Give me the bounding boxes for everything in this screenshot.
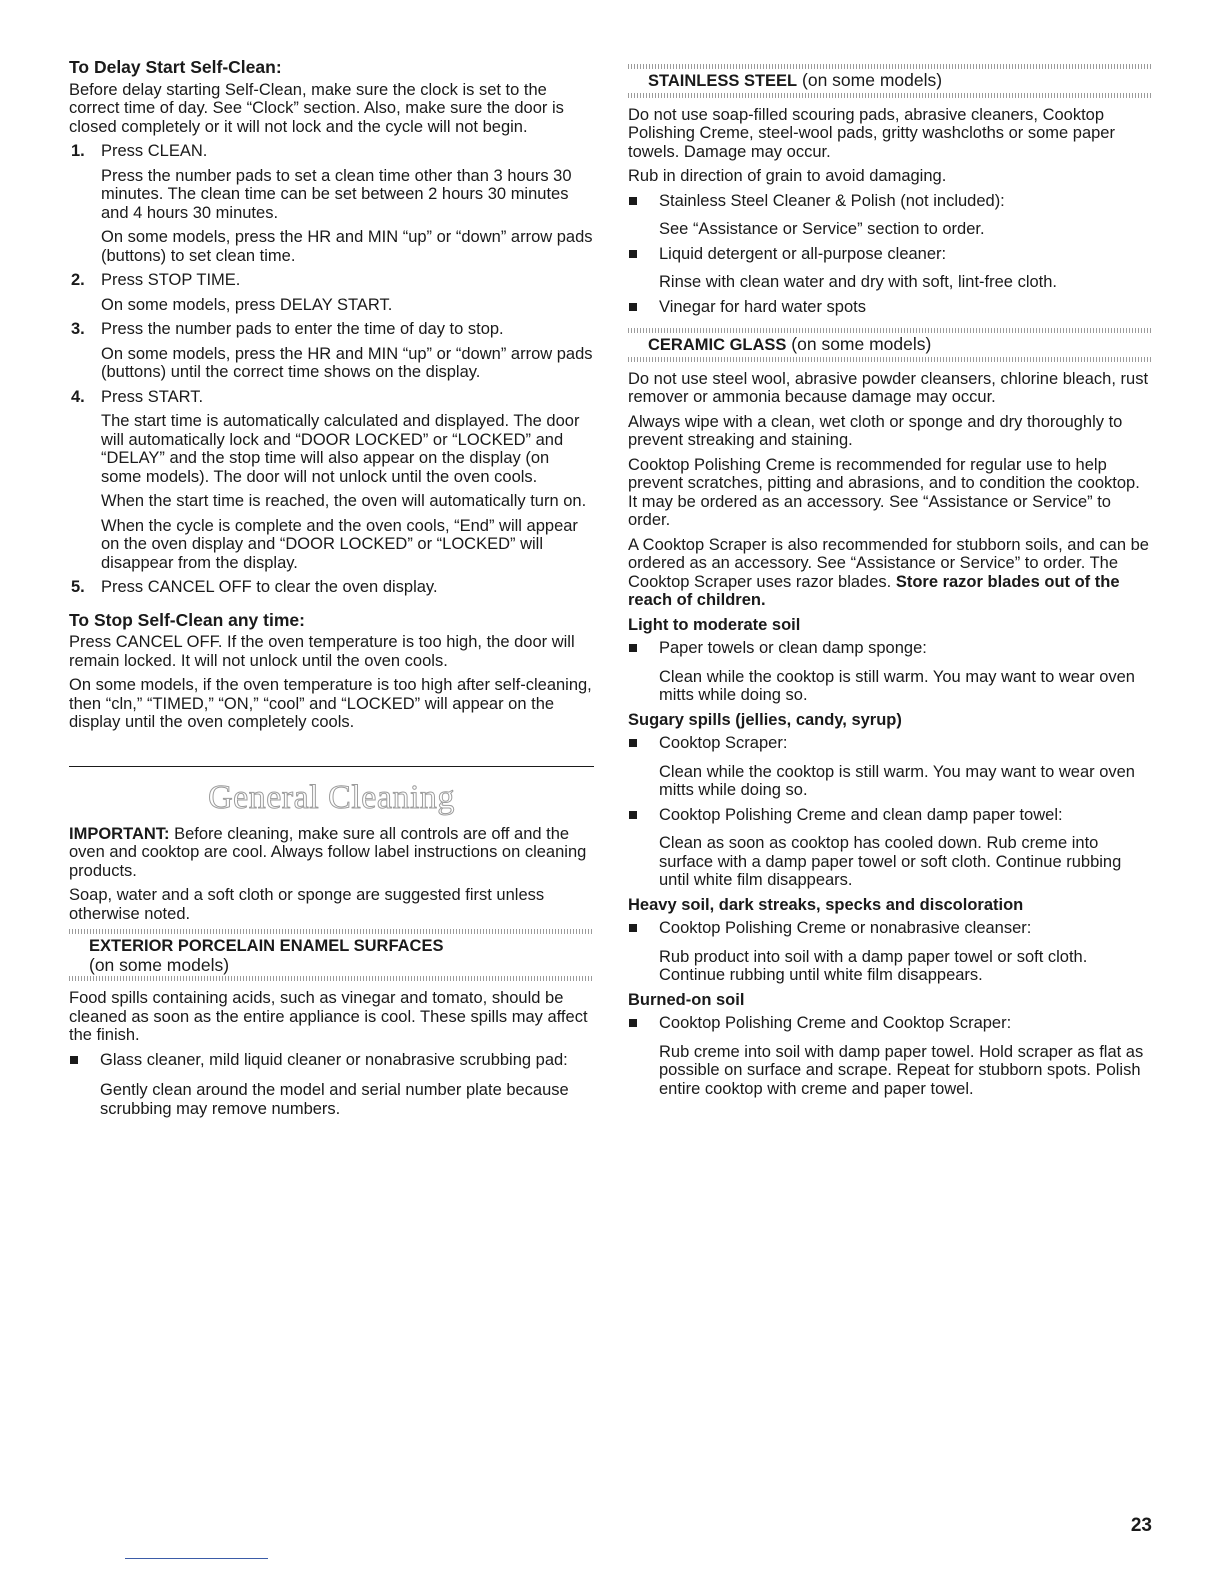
bullet-main: Cooktop Scraper: xyxy=(659,734,788,752)
bullet-detail: See “Assistance or Service” section to order. xyxy=(659,220,985,238)
bullet-item xyxy=(628,639,1153,705)
heavy-soil-bullets xyxy=(628,919,1153,985)
bullet-square-icon xyxy=(629,250,637,258)
ceramic-section-header xyxy=(628,328,1153,362)
ceramic-paragraph-1: Do not use steel wool, abrasive powder cleansers, chlorine bleach, rust remover or ammonia because damage may occur. xyxy=(628,369,1149,406)
step-item xyxy=(69,320,594,382)
ceramic-title-rest: (on some models) xyxy=(786,334,932,354)
ceramic-paragraph-4 xyxy=(628,536,1153,610)
step-main: Press CANCEL OFF to clear the oven display. xyxy=(101,578,438,596)
bullet-item xyxy=(628,919,1153,985)
delay-steps xyxy=(69,142,594,597)
bullet-detail: Clean while the cooktop is still warm. You may want to wear oven mitts while doing so. xyxy=(659,762,1135,799)
sugary-spills-bullets xyxy=(628,734,1153,890)
bullet-square-icon xyxy=(629,303,637,311)
porcelain-title-rest: (on some models) xyxy=(89,954,230,975)
heavy-soil-heading: Heavy soil, dark streaks, specks and discoloration xyxy=(628,895,1024,914)
step-main: Press STOP TIME. xyxy=(101,271,241,289)
light-soil-heading: Light to moderate soil xyxy=(628,615,801,634)
sugary-spills-heading: Sugary spills (jellies, candy, syrup) xyxy=(628,710,902,729)
bullet-square-icon xyxy=(629,197,637,205)
step-item xyxy=(69,142,594,265)
step-detail: The start time is automatically calculated and displayed. The door will automatically lock and “DOOR LOCKED” or “LOCKED” and “DELAY” and the stop time will also appear on the display (on some models). The door will not unlock until the oven cools. xyxy=(101,412,580,486)
burned-soil-bullets xyxy=(628,1014,1153,1098)
bullet-main: Liquid detergent or all-purpose cleaner: xyxy=(659,244,947,263)
porcelain-title-bold: EXTERIOR PORCELAIN ENAMEL SURFACES xyxy=(89,937,444,955)
stainless-title xyxy=(628,69,1153,93)
right-column xyxy=(628,58,1153,1104)
bullet-main: Vinegar for hard water spots xyxy=(659,297,866,316)
step-detail: On some models, press the HR and MIN “up” or “down” arrow pads (buttons) to set clean time. xyxy=(101,228,593,265)
hatch-bottom xyxy=(69,976,594,981)
stainless-title-bold: STAINLESS STEEL xyxy=(648,72,798,90)
stainless-bullets xyxy=(628,192,1153,317)
bullet-item xyxy=(69,1051,594,1119)
step-main: Press START. xyxy=(101,387,204,406)
ceramic-title-bold: CERAMIC GLASS xyxy=(648,336,787,354)
bullet-item xyxy=(628,245,1153,292)
stainless-title-rest: (on some models) xyxy=(797,70,943,90)
delay-intro: Before delay starting Self-Clean, make sure the clock is set to the correct time of day. See “Clock” section. Also, make sure the door is closed completely or it will not lock and the cycle will not begin. xyxy=(69,80,564,136)
stainless-paragraph-1: Do not use soap-filled scouring pads, abrasive cleaners, Cooktop Polishing Creme, steel-wool pads, gritty washcloths or some paper towels. Damage may occur. xyxy=(628,105,1115,161)
bullet-main: Paper towels or clean damp sponge: xyxy=(659,639,927,657)
bullet-main: Glass cleaner, mild liquid cleaner or nonabrasive scrubbing pad: xyxy=(100,1050,568,1069)
page-number: 23 xyxy=(1130,1515,1152,1536)
bullet-detail: Rub creme into soil with damp paper towel. Hold scraper as flat as possible on surface and scrape. Repeat for stubborn spots. Polish entire cooktop with creme and paper towel. xyxy=(659,1042,1144,1098)
ceramic-paragraph-3: Cooktop Polishing Creme is recommended for regular use to help prevent scratches, pitting and abrasions, and to condition the cooktop. It may be ordered as an accessory. See “Assistance or Service” to order. xyxy=(628,455,1140,529)
bullet-square-icon xyxy=(629,644,637,652)
bullet-detail: Rinse with clean water and dry with soft, lint-free cloth. xyxy=(659,273,1058,291)
step-item xyxy=(69,578,594,597)
hatch-bottom xyxy=(628,357,1153,362)
porcelain-paragraph: Food spills containing acids, such as vinegar and tomato, should be cleaned as soon as the entire appliance is cool. These spills may affect the finish. xyxy=(69,989,588,1044)
porcelain-section-header xyxy=(69,929,594,981)
ceramic-p4-text: A Cooktop Scraper is also recommended for stubborn soils, and can be ordered as an accessory. See “Assistance or Service” to order. The Cooktop Scraper uses razor blades. xyxy=(628,535,1149,591)
section-divider xyxy=(69,766,594,767)
bullet-square-icon xyxy=(629,924,637,932)
bullet-detail: Rub product into soil with a damp paper towel or soft cloth. Continue rubbing until white film disappears. xyxy=(659,947,1088,984)
bullet-main: Cooktop Polishing Creme and Cooktop Scraper: xyxy=(659,1014,1012,1032)
ceramic-paragraph-2: Always wipe with a clean, wet cloth or sponge and dry thoroughly to prevent streaking and staining. xyxy=(628,412,1123,449)
left-column xyxy=(69,58,594,1124)
important-label: IMPORTANT: xyxy=(69,824,170,843)
step-detail: On some models, press DELAY START. xyxy=(101,295,393,314)
bullet-main: Stainless Steel Cleaner & Polish (not included): xyxy=(659,191,1005,210)
step-number: 3. xyxy=(71,320,85,338)
bullet-square-icon xyxy=(70,1056,78,1064)
bullet-detail: Clean as soon as cooktop has cooled down. Rub creme into surface with a damp paper towel or soft cloth. Continue rubbing until white film disappears. xyxy=(659,834,1122,889)
stop-heading: To Stop Self-Clean any time: xyxy=(69,609,305,630)
bullet-main: Cooktop Polishing Creme or nonabrasive cleanser: xyxy=(659,919,1032,937)
step-number: 1. xyxy=(71,142,85,160)
bullet-square-icon xyxy=(629,739,637,747)
bullet-detail: Gently clean around the model and serial number plate because scrubbing may remove numbers. xyxy=(100,1081,569,1118)
bullet-item xyxy=(628,1014,1153,1098)
step-main: Press the number pads to enter the time of day to stop. xyxy=(101,320,504,338)
step-number: 5. xyxy=(71,578,85,596)
important-note xyxy=(69,825,594,881)
burned-soil-heading: Burned-on soil xyxy=(628,990,745,1009)
hatch-bottom xyxy=(628,93,1153,98)
footer-rule xyxy=(125,1558,268,1559)
bullet-item xyxy=(628,192,1153,239)
bullet-square-icon xyxy=(629,811,637,819)
general-paragraph: Soap, water and a soft cloth or sponge are suggested first unless otherwise noted. xyxy=(69,886,545,923)
general-cleaning-title: General Cleaning xyxy=(208,778,455,816)
bullet-main: Cooktop Polishing Creme and clean damp paper towel: xyxy=(659,805,1063,824)
porcelain-title xyxy=(69,934,594,976)
bullet-item xyxy=(628,806,1153,890)
bullet-square-icon xyxy=(629,1019,637,1027)
step-main: Press CLEAN. xyxy=(101,142,208,160)
step-number: 4. xyxy=(71,387,85,406)
bullet-detail: Clean while the cooktop is still warm. You may want to wear oven mitts while doing so. xyxy=(659,667,1135,704)
bullet-item xyxy=(628,734,1153,800)
porcelain-bullets xyxy=(69,1051,594,1119)
stop-paragraph-2: On some models, if the oven temperature is too high after self-cleaning, then “cln,” “TIMED,” “ON,” “cool” and “LOCKED” will appear on the display until the oven completely cools. xyxy=(69,676,592,731)
stop-paragraph-1: Press CANCEL OFF. If the oven temperature is too high, the door will remain locked. It will not unlock until the oven cools. xyxy=(69,633,575,670)
step-item xyxy=(69,388,594,573)
step-detail: When the cycle is complete and the oven cools, “End” will appear on the oven display and “DOOR LOCKED” or “LOCKED” will disappear from the display. xyxy=(101,516,578,572)
bullet-item xyxy=(628,298,1153,317)
delay-heading: To Delay Start Self-Clean: xyxy=(69,57,282,77)
ceramic-p4-warning: Store razor blades out of the reach of children. xyxy=(628,572,1120,609)
stainless-paragraph-2: Rub in direction of grain to avoid damaging. xyxy=(628,167,947,185)
step-number: 2. xyxy=(71,271,85,289)
ceramic-title xyxy=(628,333,1153,357)
light-soil-bullets xyxy=(628,639,1153,705)
step-detail: When the start time is reached, the oven will automatically turn on. xyxy=(101,492,587,510)
stainless-section-header xyxy=(628,64,1153,98)
important-text: Before cleaning, make sure all controls are off and the oven and cooktop are cool. Always follow label instructions on cleaning products. xyxy=(69,824,587,880)
step-detail: Press the number pads to set a clean time other than 3 hours 30 minutes. The clean time can be set between 2 hours 30 minutes and 4 hours 30 minutes. xyxy=(101,166,572,222)
step-detail: On some models, press the HR and MIN “up” or “down” arrow pads (buttons) until the correct time shows on the display. xyxy=(101,344,593,381)
step-item xyxy=(69,271,594,314)
